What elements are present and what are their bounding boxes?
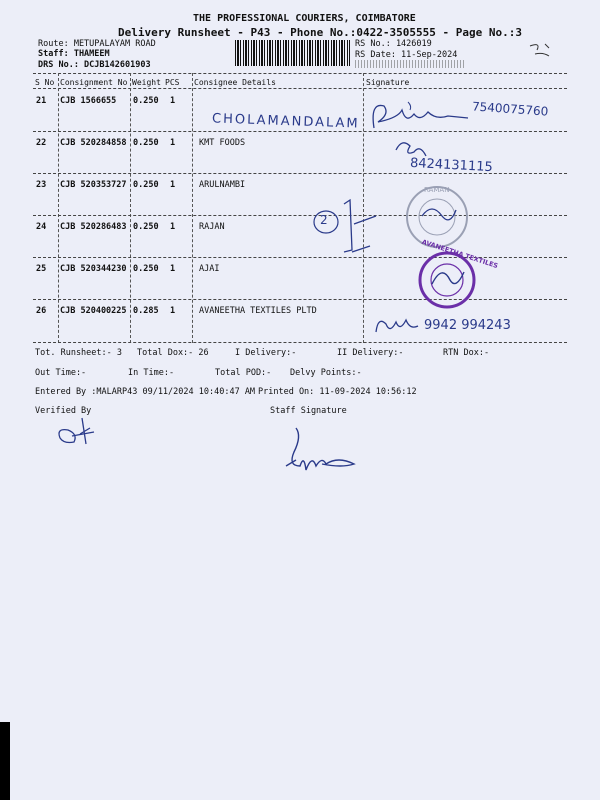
rs-number: RS No.: 1426019 <box>355 39 432 49</box>
company-name: THE PROFESSIONAL COURIERS, COIMBATORE <box>193 13 416 24</box>
out-time: Out Time:- <box>35 368 87 378</box>
row-sno: 25 <box>36 264 47 274</box>
handwritten-phone: 8424131115 <box>409 155 494 176</box>
col-header-pcs: PCS <box>165 78 180 87</box>
staff-label: Staff: THAMEEM <box>38 49 110 59</box>
col-divider <box>192 73 193 343</box>
row-consignment: CJB 520284858 <box>60 138 127 148</box>
handwritten-phone: 9942 994243 <box>424 318 511 333</box>
col-header-weight: Weight <box>132 78 161 87</box>
row-consignment: CJB 520400225 <box>60 306 127 316</box>
entered-by: Entered By :MALARP43 09/11/2024 10:40:47 AM <box>35 387 256 397</box>
tot-runsheet: Tot. Runsheet:- 3 <box>35 348 122 358</box>
handwritten-phone: 7540075760 <box>471 99 549 119</box>
col-divider <box>130 73 131 343</box>
row-weight: 0.250 <box>133 222 159 232</box>
row-weight: 0.250 <box>133 180 159 190</box>
row-pcs: 1 <box>170 138 176 148</box>
row-pcs: 1 <box>170 96 176 106</box>
row-consignee: RAJAN <box>199 222 225 232</box>
runsheet-title: Delivery Runsheet - P43 - Phone No.:0422-3505555 - Page No.:3 <box>118 26 522 39</box>
ii-delivery: II Delivery:- <box>337 348 404 358</box>
row-consignee: AVANEETHA TEXTILES PLTD <box>199 306 317 316</box>
rs-date: RS Date: 11-Sep-2024 <box>355 50 458 60</box>
col-divider <box>58 73 59 343</box>
row-consignee: AJAI <box>199 264 220 274</box>
row-pcs: 1 <box>170 306 176 316</box>
total-dox: Total Dox:- 26 <box>137 348 209 358</box>
row-consignment: CJB 520286483 <box>60 222 127 232</box>
barcode <box>235 40 350 66</box>
row-sno: 23 <box>36 180 47 190</box>
corner-scribble <box>525 40 555 60</box>
row-sno: 24 <box>36 222 47 232</box>
row-rule <box>33 215 567 216</box>
table-bottom-rule <box>33 342 567 343</box>
signature-row21 <box>368 100 478 135</box>
col-header-consignment: Consignment No <box>60 78 128 87</box>
faded-barcode <box>355 60 465 68</box>
row-pcs: 1 <box>170 180 176 190</box>
scan-edge <box>0 722 10 800</box>
signature-row26 <box>372 312 422 338</box>
row-sno: 26 <box>36 306 47 316</box>
row-pcs: 1 <box>170 222 176 232</box>
verified-by-label: Verified By <box>35 406 92 416</box>
rtn-dox: RTN Dox:- <box>443 348 490 358</box>
circled-number: 2 <box>320 213 328 227</box>
row-sno: 22 <box>36 138 47 148</box>
row-consignment: CJB 1566655 <box>60 96 117 106</box>
drs-label: DRS No.: DCJB142601903 <box>38 60 151 70</box>
verified-signature <box>54 414 99 446</box>
row-consignee: KMT FOODS <box>199 138 246 148</box>
handwritten-name: CHOLAMANDALAM <box>211 111 360 132</box>
row-weight: 0.250 <box>133 264 159 274</box>
row-consignment: CJB 520353727 <box>60 180 127 190</box>
row-rule <box>33 131 567 132</box>
header-rule <box>33 88 567 89</box>
row-sno: 21 <box>36 96 47 106</box>
row-consignee: ARULNAMBI <box>199 180 246 190</box>
circled-mark <box>308 196 388 266</box>
staff-signature-label: Staff Signature <box>270 406 347 416</box>
row-weight: 0.285 <box>133 306 159 316</box>
staff-signature <box>282 426 372 476</box>
printed-on: Printed On: 11-09-2024 10:56:12 <box>258 387 417 397</box>
route-label: Route: METUPALAYAM ROAD <box>38 39 156 49</box>
col-header-sno: S No <box>35 78 55 87</box>
table-top-rule <box>33 73 567 74</box>
in-time: In Time:- <box>128 368 175 378</box>
row-weight: 0.250 <box>133 96 159 106</box>
total-pod: Total POD:- <box>215 368 272 378</box>
col-header-signature: Signature <box>366 78 410 87</box>
i-delivery: I Delivery:- <box>235 348 297 358</box>
row-weight: 0.250 <box>133 138 159 148</box>
col-header-consignee: Consignee Details <box>194 78 276 87</box>
stamp-text-purple: AVANEETHA TEXTILES <box>420 237 499 271</box>
stamp-text-faded: RAMAN <box>424 186 450 194</box>
delvy-points: Delvy Points:- <box>290 368 362 378</box>
row-consignment: CJB 520344230 <box>60 264 127 274</box>
row-pcs: 1 <box>170 264 176 274</box>
row-rule <box>33 299 567 300</box>
